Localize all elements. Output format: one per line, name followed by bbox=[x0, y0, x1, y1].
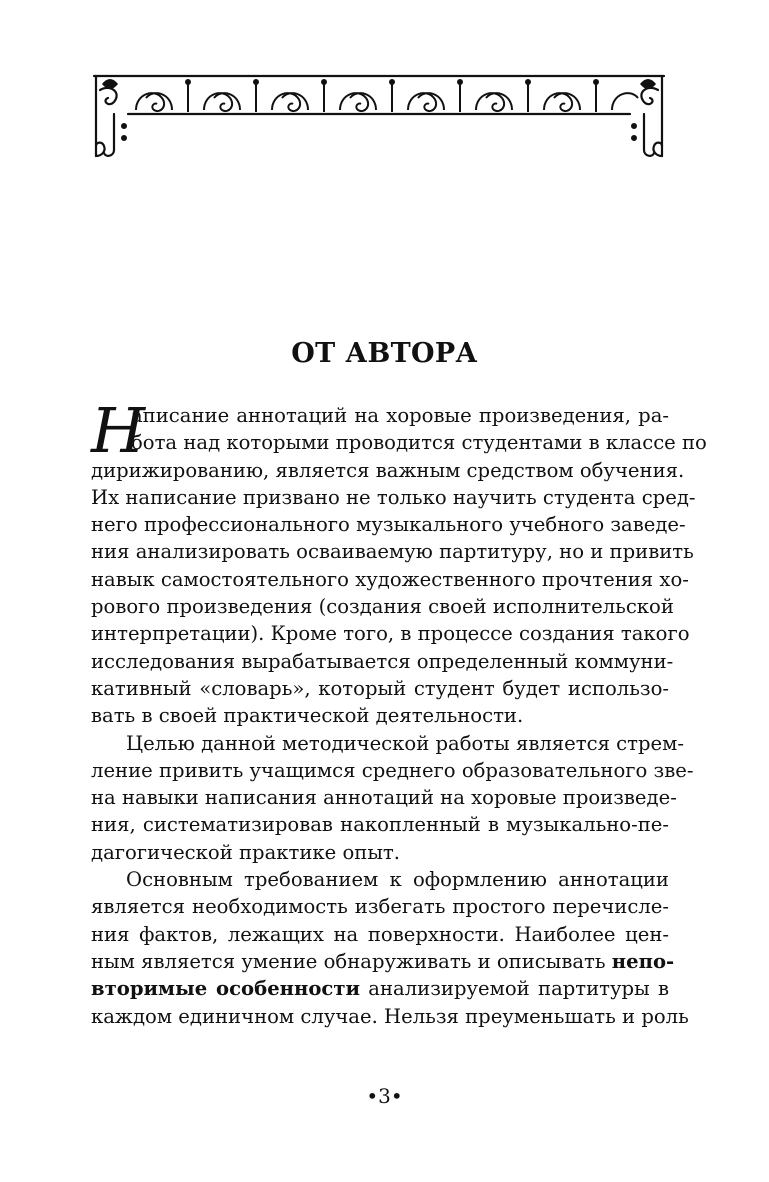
body-text bbox=[91, 394, 707, 1030]
drop-cap-letter: Н bbox=[91, 394, 146, 467]
decorative-header-ornament bbox=[88, 70, 670, 162]
paragraph-1-line: навык самостоятельного художественного прочтения хо- bbox=[91, 567, 689, 591]
paragraph-2-line: ление привить учащимся среднего образовательного зве- bbox=[91, 758, 694, 782]
paragraph-3-line-text: ным является умение обнаруживать и описывать bbox=[91, 949, 606, 973]
page-number: •3• bbox=[366, 1084, 403, 1108]
paragraph-3-line: является необходимость избегать простого перечисле- bbox=[91, 895, 669, 919]
paragraph-1-line: кативный «словарь», который студент будет использо- bbox=[91, 676, 669, 700]
paragraph-2-line: ния, систематизировав накопленный в музыкально-пе- bbox=[91, 813, 669, 837]
paragraph-1-line: него профессионального музыкального учебного заведе- bbox=[91, 513, 686, 537]
paragraph-3-line: ния фактов, лежащих на поверхности. Наиболее цен- bbox=[91, 922, 669, 946]
bold-emphasis: вторимые особенности bbox=[91, 977, 361, 1001]
paragraph-3-line-text: анализируемой партитуры в bbox=[360, 977, 669, 1001]
paragraph-3-line: Основным требованием к оформлению аннотации bbox=[126, 868, 669, 892]
paragraph-1-line: рового произведения (создания своей исполнительской bbox=[91, 595, 674, 619]
paragraph-1-line: аписание аннотаций на хоровые произведения, ра- bbox=[131, 404, 669, 427]
paragraph-3-line bbox=[91, 975, 669, 1002]
paragraph-3-line: каждом единичном случае. Нельзя преуменьшать и роль bbox=[91, 1004, 689, 1028]
paragraph-1-line: дирижированию, является важным средством обучения. bbox=[91, 458, 685, 482]
paragraph-2-line: дагогической практике опыт. bbox=[91, 840, 401, 864]
paragraph-3-line bbox=[91, 948, 675, 975]
paragraph-1-line: ния анализировать осваиваемую партитуру, но и привить bbox=[91, 540, 694, 564]
paragraph-2-line: на навыки написания аннотаций на хоровые произведе- bbox=[91, 786, 677, 810]
bold-emphasis: непо- bbox=[611, 949, 675, 973]
paragraph-2-line: Целью данной методической работы является стрем- bbox=[126, 731, 684, 755]
paragraph-1-line: вать в своей практической деятельности. bbox=[91, 704, 524, 728]
chapter-title: ОТ АВТОРА bbox=[291, 338, 478, 369]
paragraph-1-line: бота над которыми проводится студентами в классе по bbox=[131, 431, 707, 455]
paragraph-1-line: интерпретации). Кроме того, в процессе создания такого bbox=[91, 622, 690, 646]
paragraph-1-line: исследования вырабатывается определенный коммуни- bbox=[91, 649, 674, 673]
paragraph-1-line: Их написание призвано не только научить студента сред- bbox=[91, 485, 696, 509]
